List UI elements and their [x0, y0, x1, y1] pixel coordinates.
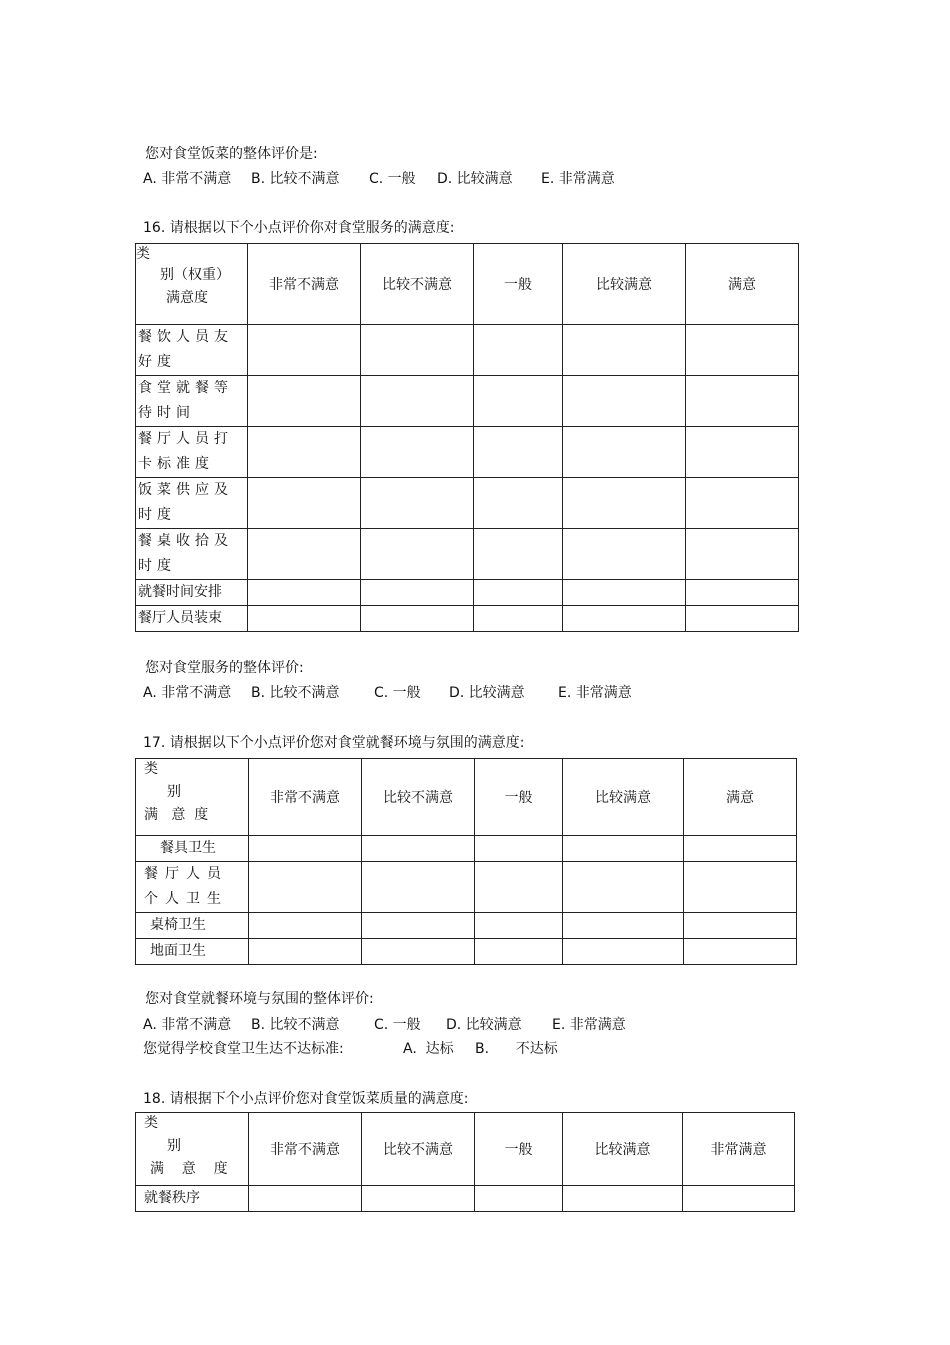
option-d[interactable]: D. 比较满意	[446, 1017, 522, 1033]
rating-cell[interactable]	[684, 836, 797, 862]
q18-corner-header: 类 别 满 意 度	[136, 1113, 249, 1186]
option-e[interactable]: E. 非常满意	[552, 1017, 626, 1033]
option-a[interactable]: A. 非常不满意	[143, 171, 232, 187]
rating-cell[interactable]	[474, 606, 563, 632]
rating-cell[interactable]	[361, 580, 474, 606]
rating-cell[interactable]	[686, 606, 799, 632]
q18-row-label: 就餐秩序	[136, 1186, 249, 1212]
q18-col-header: 比较不满意	[362, 1113, 475, 1186]
rating-cell[interactable]	[475, 836, 563, 862]
option-e[interactable]: E. 非常满意	[541, 171, 615, 187]
option-b[interactable]: B. 比较不满意	[251, 1017, 340, 1033]
q16-overall-options	[143, 684, 632, 702]
rating-cell[interactable]	[362, 862, 475, 913]
option-c[interactable]: C. 一般	[374, 685, 421, 701]
rating-cell[interactable]	[474, 376, 563, 427]
rating-cell[interactable]	[249, 913, 362, 939]
q16-col-header: 非常不满意	[248, 244, 361, 325]
rating-cell[interactable]	[474, 529, 563, 580]
q16-overall-question: 您对食堂服务的整体评价:	[145, 660, 304, 676]
rating-cell[interactable]	[475, 913, 563, 939]
rating-cell[interactable]	[686, 325, 799, 376]
rating-cell[interactable]	[474, 478, 563, 529]
q16-row-label: 食堂就餐等待时间	[136, 376, 248, 427]
option-c[interactable]: C. 一般	[369, 171, 416, 187]
option-d[interactable]: D. 比较满意	[449, 685, 525, 701]
rating-cell[interactable]	[563, 376, 686, 427]
option-b[interactable]: B. 不达标	[475, 1041, 558, 1057]
rating-cell[interactable]	[686, 580, 799, 606]
q17-hygiene-line	[143, 1040, 558, 1058]
q17-overall-options	[143, 1016, 626, 1034]
q17-row-label: 地面卫生	[136, 939, 249, 965]
option-e[interactable]: E. 非常满意	[558, 685, 632, 701]
rating-cell[interactable]	[563, 478, 686, 529]
q17-title: 17. 请根据以下个小点评价您对食堂就餐环境与氛围的满意度:	[143, 735, 525, 751]
q16-row-label: 餐厅人员装束	[136, 606, 248, 632]
rating-cell[interactable]	[474, 325, 563, 376]
rating-cell[interactable]	[684, 913, 797, 939]
rating-cell[interactable]	[563, 913, 684, 939]
rating-cell[interactable]	[686, 529, 799, 580]
q17-row-label: 桌椅卫生	[136, 913, 249, 939]
rating-cell[interactable]	[249, 939, 362, 965]
rating-cell[interactable]	[248, 325, 361, 376]
q16-title: 16. 请根据以下个小点评价你对食堂服务的满意度:	[143, 220, 455, 236]
rating-cell[interactable]	[362, 913, 475, 939]
q15-overall-options	[143, 170, 615, 188]
option-a[interactable]: A. 非常不满意	[143, 685, 232, 701]
rating-cell[interactable]	[362, 939, 475, 965]
rating-cell[interactable]	[475, 1186, 563, 1212]
option-c[interactable]: C. 一般	[374, 1017, 421, 1033]
rating-cell[interactable]	[249, 836, 362, 862]
q17-row-label: 餐厅人员个人卫生	[136, 862, 249, 913]
rating-cell[interactable]	[475, 939, 563, 965]
rating-cell[interactable]	[248, 427, 361, 478]
rating-cell[interactable]	[361, 529, 474, 580]
q17-table	[135, 758, 797, 965]
rating-cell[interactable]	[248, 529, 361, 580]
rating-cell[interactable]	[248, 580, 361, 606]
q16-corner-header: 类 别（权重） 满意度	[136, 244, 248, 325]
option-b[interactable]: B. 比较不满意	[251, 171, 340, 187]
rating-cell[interactable]	[248, 606, 361, 632]
q16-table	[135, 243, 799, 632]
rating-cell[interactable]	[684, 862, 797, 913]
q18-title: 18. 请根据下个小点评价您对食堂饭菜质量的满意度:	[143, 1091, 469, 1107]
q17-hygiene-question: 您觉得学校食堂卫生达不达标准:	[143, 1041, 344, 1057]
rating-cell[interactable]	[683, 1186, 795, 1212]
rating-cell[interactable]	[474, 580, 563, 606]
rating-cell[interactable]	[361, 606, 474, 632]
rating-cell[interactable]	[563, 939, 684, 965]
rating-cell[interactable]	[361, 325, 474, 376]
option-b[interactable]: B. 比较不满意	[251, 685, 340, 701]
q18-col-header: 比较满意	[563, 1113, 683, 1186]
rating-cell[interactable]	[563, 580, 686, 606]
q16-row-label: 餐厅人员打卡标准度	[136, 427, 248, 478]
q17-col-header: 比较满意	[563, 759, 684, 836]
rating-cell[interactable]	[361, 478, 474, 529]
rating-cell[interactable]	[686, 478, 799, 529]
rating-cell[interactable]	[361, 427, 474, 478]
q16-col-header: 满意	[686, 244, 799, 325]
q17-col-header: 满意	[684, 759, 797, 836]
q17-overall-question: 您对食堂就餐环境与氛围的整体评价:	[145, 991, 374, 1007]
rating-cell[interactable]	[563, 862, 684, 913]
q18-col-header: 一般	[475, 1113, 563, 1186]
q18-col-header: 非常满意	[683, 1113, 795, 1186]
q16-row-label: 就餐时间安排	[136, 580, 248, 606]
rating-cell[interactable]	[248, 478, 361, 529]
rating-cell[interactable]	[362, 1186, 475, 1212]
q17-col-header: 比较不满意	[362, 759, 475, 836]
q16-col-header: 比较满意	[563, 244, 686, 325]
rating-cell[interactable]	[563, 836, 684, 862]
rating-cell[interactable]	[686, 427, 799, 478]
q16-col-header: 比较不满意	[361, 244, 474, 325]
rating-cell[interactable]	[475, 862, 563, 913]
rating-cell[interactable]	[684, 939, 797, 965]
q18-col-header: 非常不满意	[249, 1113, 362, 1186]
q15-overall-question: 您对食堂饭菜的整体评价是:	[145, 146, 318, 162]
rating-cell[interactable]	[249, 862, 362, 913]
rating-cell[interactable]	[362, 836, 475, 862]
q17-col-header: 一般	[475, 759, 563, 836]
rating-cell[interactable]	[563, 325, 686, 376]
rating-cell[interactable]	[563, 529, 686, 580]
rating-cell[interactable]	[248, 376, 361, 427]
rating-cell[interactable]	[563, 606, 686, 632]
rating-cell[interactable]	[361, 376, 474, 427]
rating-cell[interactable]	[563, 427, 686, 478]
q18-table	[135, 1112, 795, 1212]
option-a[interactable]: A. 非常不满意	[143, 1017, 232, 1033]
rating-cell[interactable]	[563, 1186, 683, 1212]
rating-cell[interactable]	[474, 427, 563, 478]
option-d[interactable]: D. 比较满意	[437, 171, 513, 187]
q17-col-header: 非常不满意	[249, 759, 362, 836]
q16-row-label: 饭菜供应及时度	[136, 478, 248, 529]
option-a[interactable]: A. 达标	[403, 1041, 454, 1057]
q17-row-label: 餐具卫生	[136, 836, 249, 862]
q17-corner-header: 类 别 满 意 度	[136, 759, 249, 836]
q16-row-label: 餐饮人员友好度	[136, 325, 248, 376]
rating-cell[interactable]	[686, 376, 799, 427]
q16-col-header: 一般	[474, 244, 563, 325]
q16-row-label: 餐桌收拾及时度	[136, 529, 248, 580]
rating-cell[interactable]	[249, 1186, 362, 1212]
